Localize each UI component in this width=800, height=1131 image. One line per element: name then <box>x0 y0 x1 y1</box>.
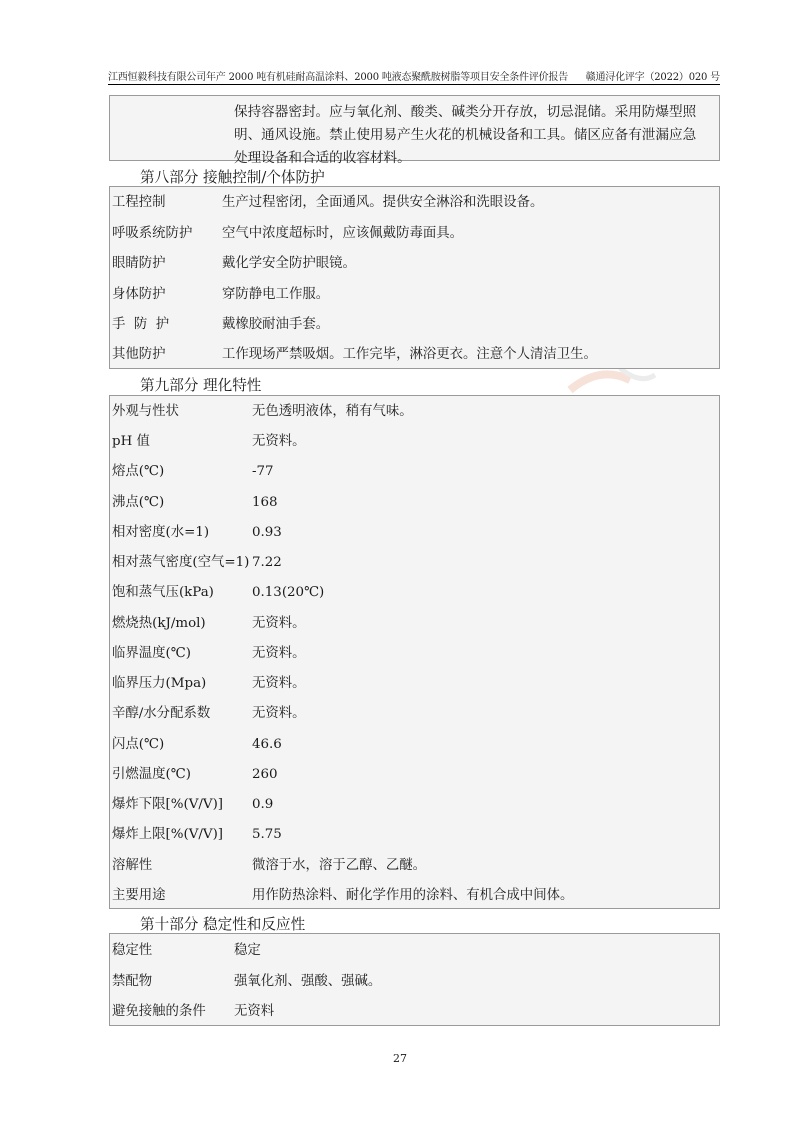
continuation-line: 处理设备和合适的收容材料。 <box>234 150 411 166</box>
row-value: -77 <box>252 464 274 479</box>
row-value: 戴橡胶耐油手套。 <box>222 317 330 332</box>
row-label: pH 值 <box>112 434 150 449</box>
continuation-line: 明、通风设施。禁止使用易产生火花的机械设备和工具。储区应备有泄漏应急 <box>234 127 697 143</box>
row-label: 引燃温度(℃) <box>112 767 191 782</box>
row-label: 溶解性 <box>112 858 153 873</box>
row-label: 禁配物 <box>112 974 153 989</box>
row-value: 无资料。 <box>252 646 306 661</box>
row-value: 46.6 <box>252 737 282 752</box>
continuation-text <box>234 101 718 170</box>
section10-title: 第十部分 稳定性和反应性 <box>140 916 306 933</box>
row-value: 168 <box>252 495 278 510</box>
row-label: 沸点(℃) <box>112 495 165 510</box>
row-value: 5.75 <box>252 827 282 842</box>
row-label: 爆炸下限[%(V/V)] <box>112 797 224 812</box>
row-value: 微溶于水，溶于乙醇、乙醚。 <box>252 858 427 873</box>
row-value: 空气中浓度超标时，应该佩戴防毒面具。 <box>222 226 464 241</box>
row-value: 无资料。 <box>252 706 306 721</box>
row-value: 穿防静电工作服。 <box>222 287 330 302</box>
row-value: 7.22 <box>252 555 282 570</box>
row-label: 呼吸系统防护 <box>112 226 193 241</box>
row-label: 手 防 护 <box>112 317 170 332</box>
row-value: 强氧化剂、强酸、强碱。 <box>234 974 382 989</box>
section8-title: 第八部分 接触控制/个体防护 <box>140 169 325 186</box>
row-label: 相对蒸气密度(空气=1) <box>112 555 250 570</box>
row-value: 无色透明液体，稍有气味。 <box>252 404 413 419</box>
row-label: 辛醇/水分配系数 <box>112 706 211 721</box>
row-value: 0.93 <box>252 525 282 540</box>
continuation-line: 保持容器密封。应与氧化剂、酸类、碱类分开存放，切忌混储。采用防爆型照 <box>234 104 697 120</box>
row-label: 身体防护 <box>112 287 166 302</box>
row-value: 无资料。 <box>252 676 306 691</box>
page-header <box>108 68 720 83</box>
row-value: 生产过程密闭，全面通风。提供安全淋浴和洗眼设备。 <box>222 195 544 210</box>
row-label: 熔点(℃) <box>112 464 165 479</box>
row-label: 闪点(℃) <box>112 737 165 752</box>
row-label: 主要用途 <box>112 888 166 903</box>
row-label: 其他防护 <box>112 347 166 362</box>
row-label: 外观与性状 <box>112 404 179 419</box>
section9-table <box>109 395 720 909</box>
page-number: 27 <box>393 1052 407 1065</box>
row-label: 饱和蒸气压(kPa) <box>112 585 214 600</box>
row-value: 无资料 <box>234 1004 275 1019</box>
header-rule <box>108 84 720 85</box>
row-label: 工程控制 <box>112 195 166 210</box>
row-value: 工作现场严禁吸烟。工作完毕，淋浴更衣。注意个人清洁卫生。 <box>222 347 597 362</box>
row-value: 0.13(20℃) <box>252 585 325 600</box>
row-label: 稳定性 <box>112 943 153 958</box>
row-label: 避免接触的条件 <box>112 1004 206 1019</box>
header-title: 江西恒毅科技有限公司年产 2000 吨有机硅耐高温涂料、2000 吨液态聚酰胺树脂等项目安全条件评价报告 <box>108 72 569 83</box>
row-value: 稳定 <box>234 943 261 958</box>
row-value: 无资料。 <box>252 434 306 449</box>
row-label: 爆炸上限[%(V/V)] <box>112 827 224 842</box>
row-value: 0.9 <box>252 797 274 812</box>
section8-table <box>109 186 720 369</box>
row-value: 用作防热涂料、耐化学作用的涂料、有机合成中间体。 <box>252 888 574 903</box>
row-value: 260 <box>252 767 278 782</box>
row-label: 临界压力(Mpa) <box>112 676 207 691</box>
row-value: 无资料。 <box>252 616 306 631</box>
row-label: 相对密度(水=1) <box>112 525 210 540</box>
row-label: 燃烧热(kJ/mol) <box>112 616 206 631</box>
row-value: 戴化学安全防护眼镜。 <box>222 256 356 271</box>
header-report-number: 赣通浔化评字（2022）020 号 <box>585 72 720 83</box>
section10-table <box>109 933 720 1026</box>
row-label: 临界温度(℃) <box>112 646 191 661</box>
section9-title: 第九部分 理化特性 <box>140 377 262 394</box>
row-label: 眼睛防护 <box>112 256 166 271</box>
